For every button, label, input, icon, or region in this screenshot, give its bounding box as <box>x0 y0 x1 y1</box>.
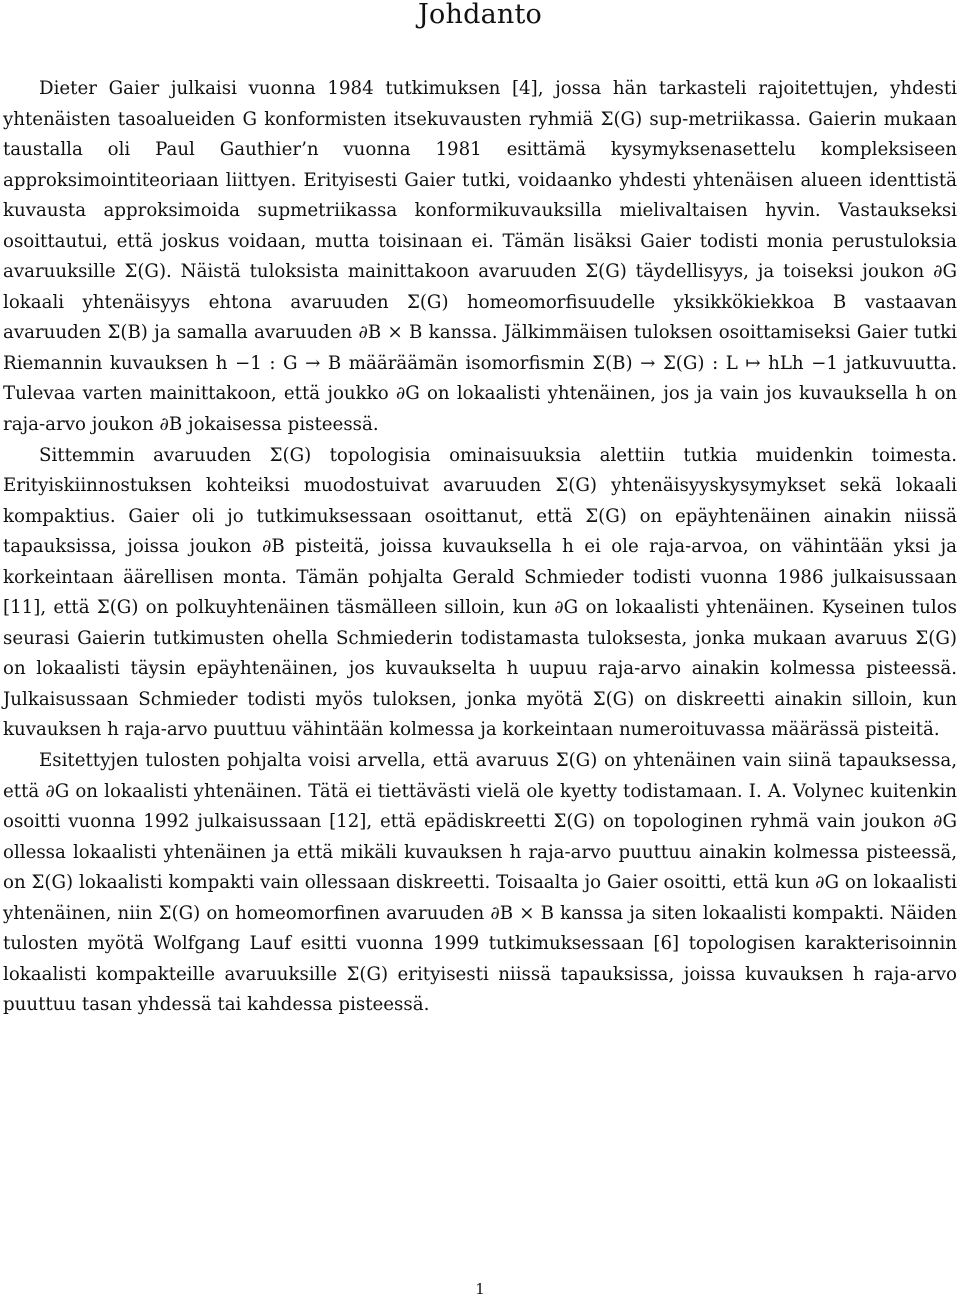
chapter-body <box>3 74 957 1021</box>
paragraph-3: Esitettyjen tulosten pohjalta voisi arvella, että avaruus Σ(G) on yhtenäinen vain siinä tapauksessa, että ∂G on lokaalisti yhtenäinen. Tätä ei tiettävästi vielä ole kyetty todistamaan. I. A. Volynec kuitenkin osoitti vuonna 1992 julkaisussaan [12], että epädiskreetti Σ(G) on topologinen ryhmä vain joukon ∂G ollessa lokaalisti yhtenäinen ja että mikäli kuvauksen h raja-arvo puuttuu ainakin kolmessa pisteessä, on Σ(G) lokaalisti kompakti vain ollessaan diskreetti. Toisaalta jo Gaier osoitti, että kun ∂G on lokaalisti yhtenäinen, niin Σ(G) on homeomorfinen avaruuden ∂B × B kanssa ja siten lokaalisti kompakti. Näiden tulosten myötä Wolfgang Lauf esitti vuonna 1999 tutkimuksessaan [6] topologisen karakterisoinnin lokaalisti kompakteille avaruuksille Σ(G) erityisesti niissä tapauksissa, joissa kuvauksen h raja-arvo puuttuu tasan yhdessä tai kahdessa pisteessä. <box>3 750 957 1016</box>
page-number: 1 <box>475 1280 485 1298</box>
paragraph-1: Dieter Gaier julkaisi vuonna 1984 tutkimuksen [4], jossa hän tarkasteli rajoitettujen, yhdesti yhtenäisten tasoalueiden G konformisten itsekuvausten ryhmiä Σ(G) sup-metriikassa. Gaierin mukaan taustalla oli Paul Gauthier’n vuonna 1981 esittämä kysymyksenasettelu kompleksiseen approksimointiteoriaan liittyen. Erityisesti Gaier tutki, voidaanko yhdesti yhtenäisen alueen identtistä kuvausta approksimoida supmetriikassa konformikuvauksilla mielivaltaisen hyvin. Vastaukseksi osoittautui, että joskus voidaan, mutta toisinaan ei. Tämän lisäksi Gaier todisti monia perustuloksia avaruuksille Σ(G). Näistä tuloksista mainittakoon avaruuden Σ(G) täydellisyys, ja toiseksi joukon ∂G lokaali yhtenäisyys ehtona avaruuden Σ(G) homeomorfisuudelle yksikkökiekkoa B vastaavan avaruuden Σ(B) ja samalla avaruuden ∂B × B kanssa. Jälkimmäisen tuloksen osoittamiseksi Gaier tutki Riemannin kuvauksen h −1 : G → B määräämän isomorfismin Σ(B) → Σ(G) : L ↦ hLh −1 jatkuvuutta. Tulevaa varten mainittakoon, että joukko ∂G on lokaalisti yhtenäinen, jos ja vain jos kuvauksella h on raja-arvo joukon ∂B jokaisessa pisteessä. <box>3 78 957 436</box>
chapter-title: Johdanto <box>418 0 542 30</box>
document-page <box>3 0 957 1016</box>
paragraph-2: Sittemmin avaruuden Σ(G) topologisia ominaisuuksia alettiin tutkia muidenkin toimesta. Erityiskiinnostuksen kohteiksi muodostuivat avaruuden Σ(G) yhtenäisyyskysymykset sekä lokaali kompaktius. Gaier oli jo tutkimuksessaan osoittanut, että Σ(G) on epäyhtenäinen ainakin niissä tapauksissa, joissa joukon ∂B pisteitä, joissa kuvauksella h ei ole raja-arvoa, on vähintään yksi ja korkeintaan äärellisen monta. Tämän pohjalta Gerald Schmieder todisti vuonna 1986 julkaisussaan [11], että Σ(G) on polkuyhtenäinen täsmälleen silloin, kun ∂G on lokaalisti yhtenäinen. Kyseinen tulos seurasi Gaierin tutkimusten ohella Schmiederin todistamasta tuloksesta, jonka mukaan avaruus Σ(G) on lokaalisti täysin epäyhtenäinen, jos kuvaukselta h uupuu raja-arvo ainakin kolmessa pisteessä. Julkaisussaan Schmieder todisti myös tuloksen, jonka myötä Σ(G) on diskreetti ainakin silloin, kun kuvauksen h raja-arvo puuttuu vähintään kolmessa ja korkeintaan numeroituvassa määrässä pisteitä. <box>3 444 957 741</box>
